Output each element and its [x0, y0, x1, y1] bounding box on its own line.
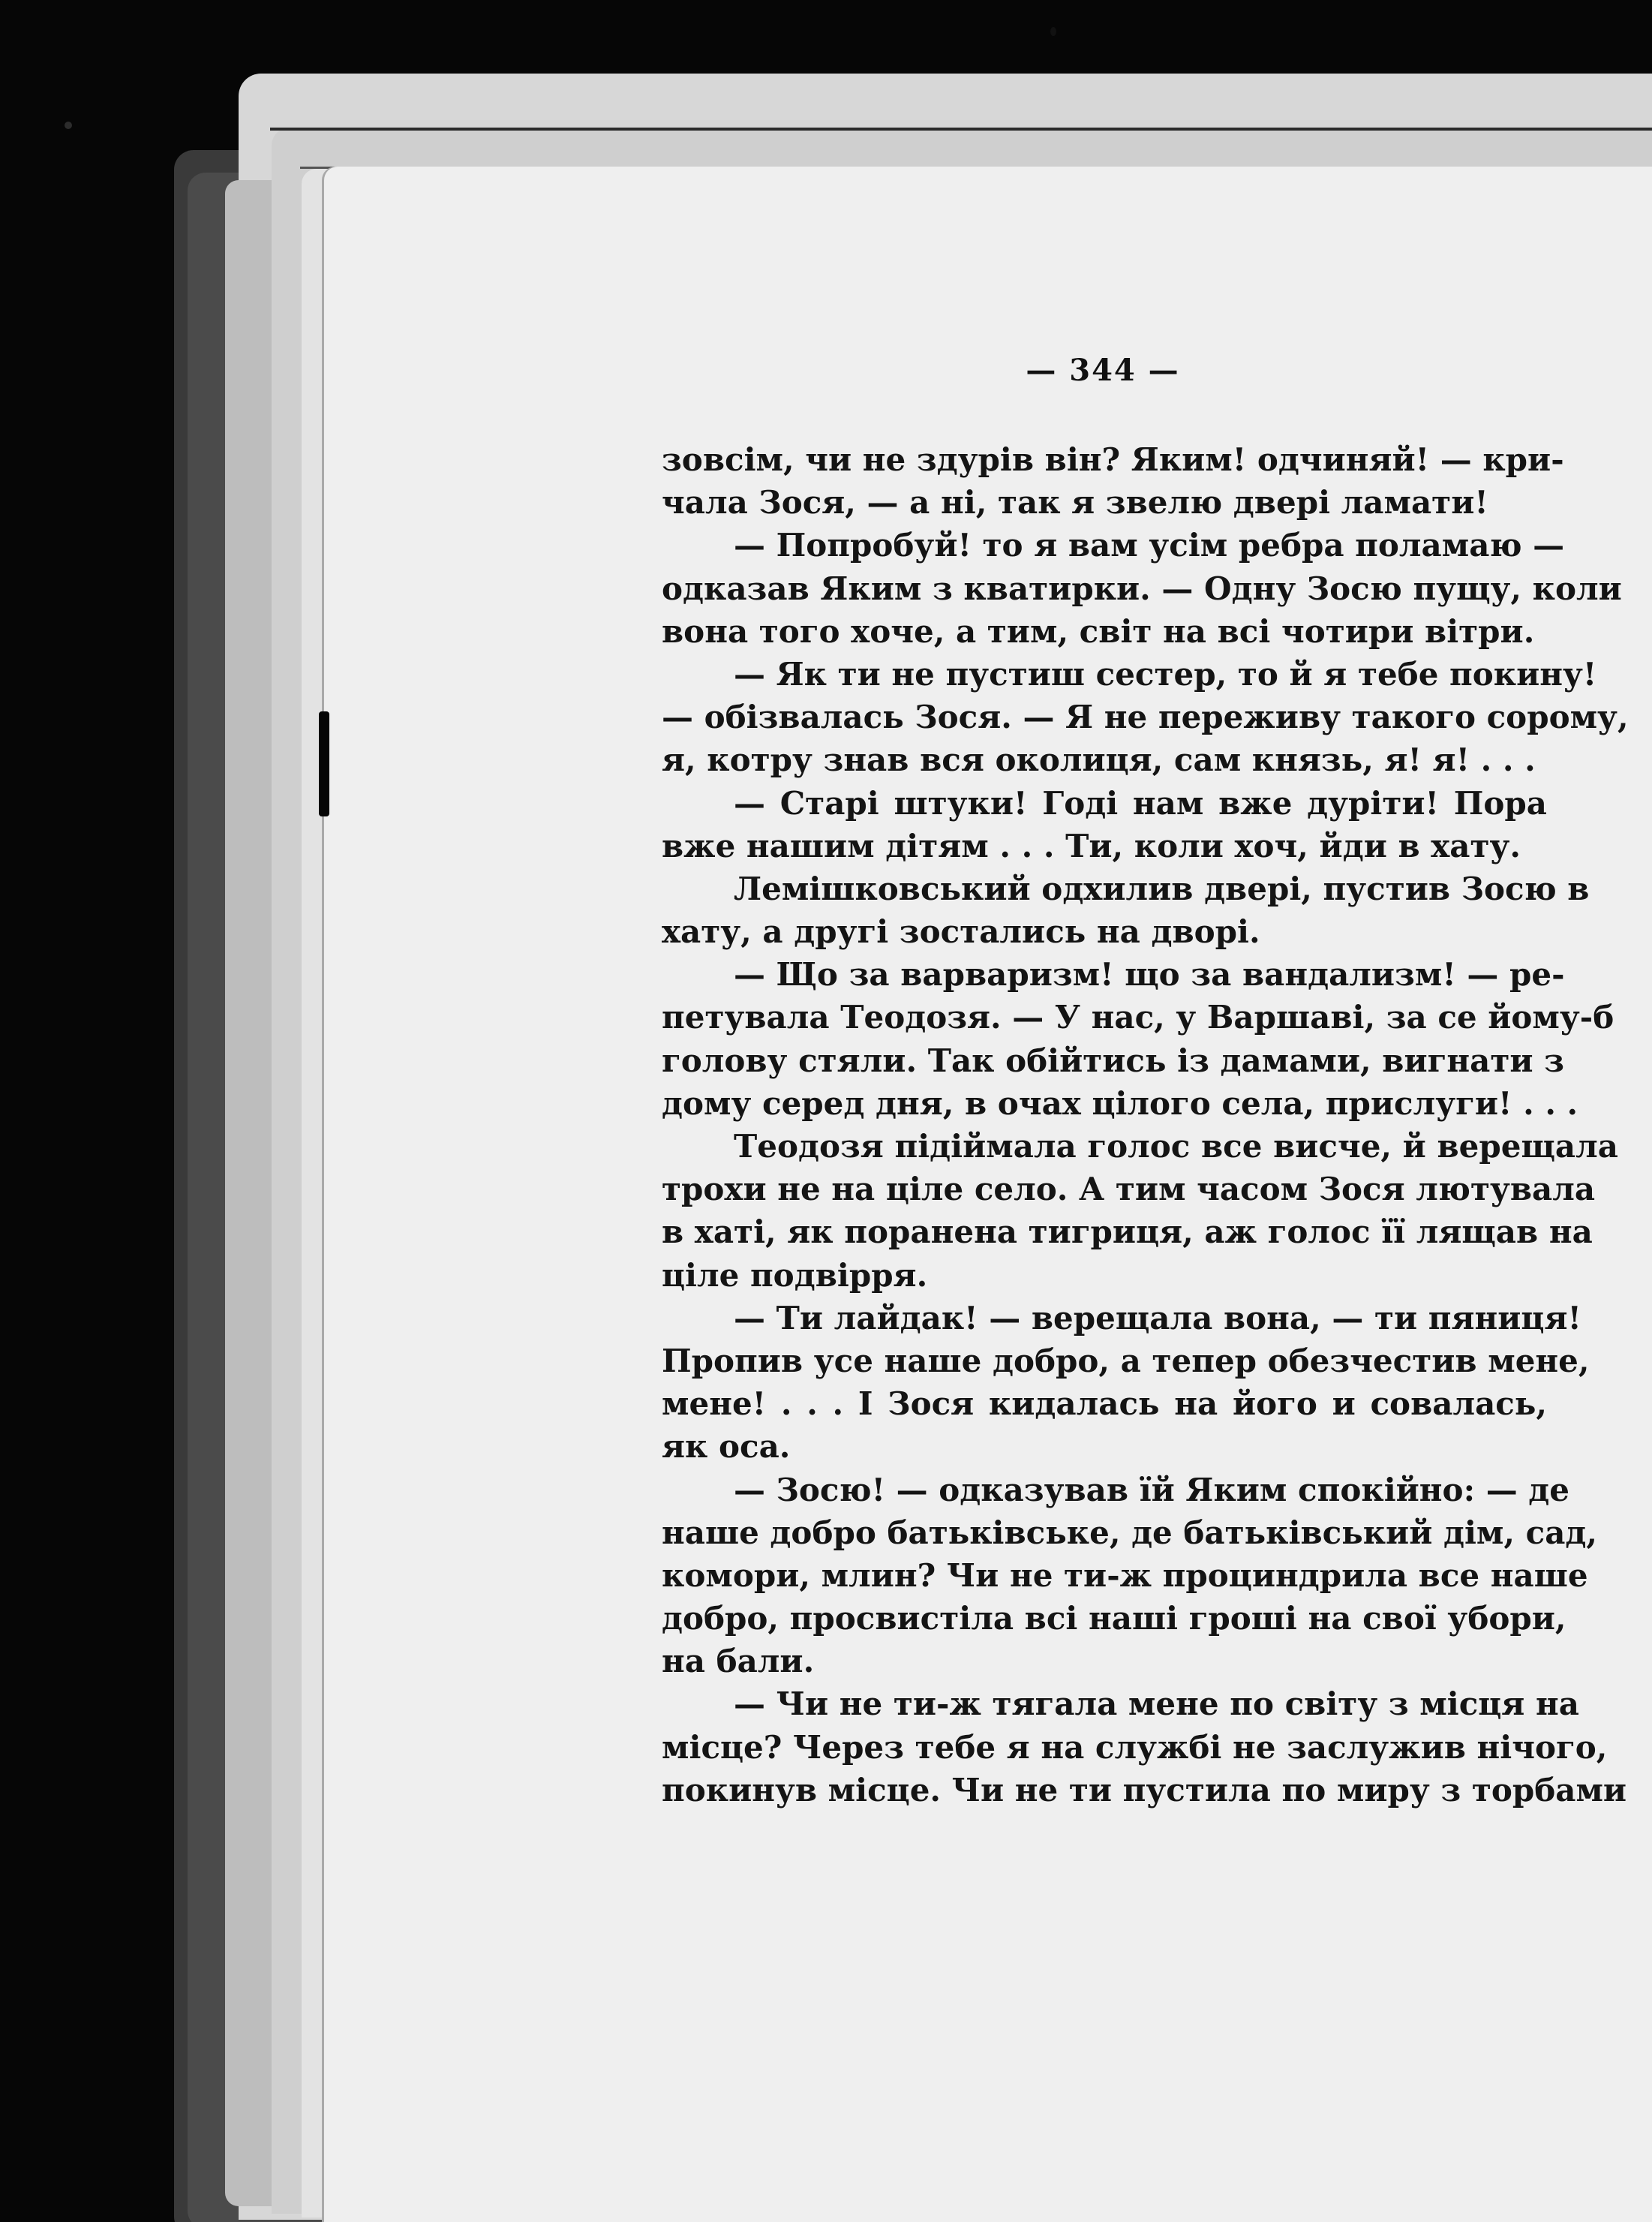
text-line: одказав Яким з кватирки. — Одну Зосю пущу, коли — [662, 570, 1622, 607]
text-line: на бали. — [662, 1643, 815, 1680]
text-line: трохи не на ціле село. А тим часом Зося лютувала — [662, 1171, 1596, 1208]
text-line: ціле подвірря. — [662, 1256, 928, 1294]
text-line: дому серед дня, в очах цілого села, прислуги! . . . — [662, 1084, 1578, 1122]
text-line: вона того хоче, а тим, світ на всі чотири вітри. — [662, 612, 1535, 650]
text-line: — Як ти не пустиш сестер, то й я тебе покину! — [734, 655, 1597, 693]
text-line: в хаті, як поранена тигриця, аж голос її лящав на — [662, 1213, 1593, 1251]
text-line: наше добро батьківське, де батьківський дім, сад, — [662, 1514, 1598, 1551]
text-line: вже нашим дітям . . . Ти, коли хоч, йди в хату. — [662, 827, 1521, 864]
text-line: — Старі штуки! Годі нам вже дуріти! Пора — [734, 784, 1547, 822]
text-line: добро, просвистіла всі наші гроші на свої убори, — [662, 1600, 1566, 1637]
text-line: Пропив усе наше добро, а тепер обезчестив мене, — [662, 1342, 1590, 1379]
text-line: — Ти лайдак! — верещала вона, — ти пяниця! — [734, 1299, 1581, 1337]
text-line: — Попробуй! то я вам усім ребра поламаю — — [734, 527, 1565, 564]
text-line: петувала Теодозя. — У нас, у Варшаві, за се йому-б — [662, 999, 1614, 1036]
text-line: чала Зося, — а ні, так я звелю двері ламати! — [662, 484, 1488, 522]
page-margin-mark — [319, 711, 329, 816]
scan-speck — [65, 122, 72, 129]
text-line: — Чи не ти-ж тягала мене по світу з місця на — [734, 1685, 1579, 1723]
page-body-text — [662, 438, 1629, 1812]
text-line: зовсім, чи не здурів він? Яким! одчиняй! — кри- — [662, 441, 1564, 478]
text-line: Лемішковський одхилив двері, пустив Зосю в — [734, 870, 1590, 907]
scan-speck — [1050, 27, 1056, 36]
text-line: мене! . . . І Зося кидалась на його и совалась, — [662, 1385, 1547, 1423]
text-line: Теодозя підіймала голос все висче, й верещала — [734, 1128, 1618, 1165]
text-line: як оса. — [662, 1428, 791, 1466]
text-line: хату, а другі зостались на дворі. — [662, 913, 1260, 951]
text-line: покинув місце. Чи не ти пустила по миру з торбами — [662, 1771, 1627, 1809]
text-line: — Що за варваризм! що за вандализм! — ре- — [734, 956, 1565, 994]
page-number: — 344 — — [1026, 353, 1180, 388]
text-line: — обізвалась Зося. — Я не переживу такого сорому, — [662, 699, 1629, 736]
text-line: комори, млин? Чи не ти-ж проциндрила все наше — [662, 1556, 1588, 1594]
text-line: голову стяли. Так обійтись із дамами, вигнати з — [662, 1042, 1564, 1079]
text-line: — Зосю! — одказував їй Яким спокійно: — де — [734, 1471, 1570, 1508]
text-line: я, котру знав вся околиця, сам князь, я! я! . . . — [662, 741, 1536, 779]
page-gap-shadow — [270, 128, 1652, 131]
text-line: місце? Через тебе я на службі не заслужив нічого, — [662, 1728, 1608, 1766]
